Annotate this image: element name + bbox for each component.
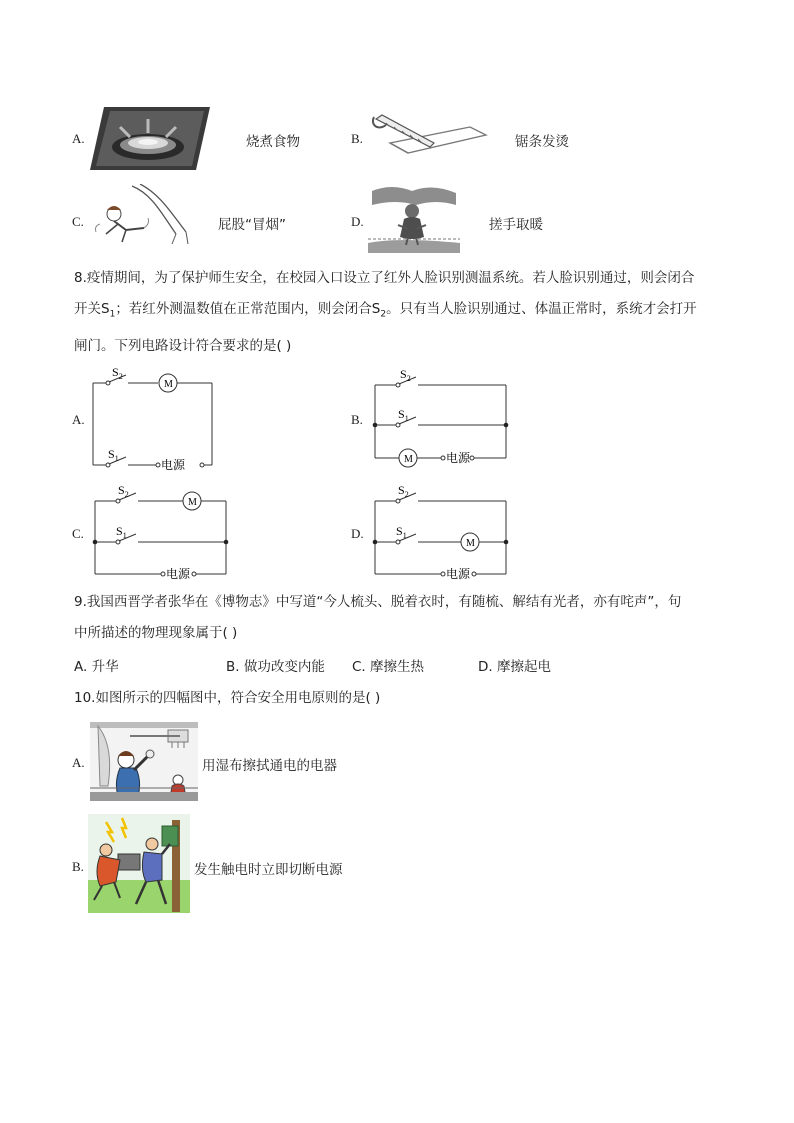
circuit-b-s2-label: $S_2$: [400, 367, 411, 383]
q7-option-b-letter: B.: [351, 131, 363, 146]
q8-stem-line-2: [74, 294, 724, 331]
q8-stem-line-1: 8.疫情期间，为了保护师生安全，在校园入口设立了红外人脸识别测温系统。若人脸识别通过，则会闭合: [74, 270, 695, 286]
circuit-c-s2-label: $S_2$: [118, 483, 129, 499]
circuit-a-power-label: 电源: [161, 458, 186, 472]
circuit-b-s1-label: $S_1$: [398, 407, 409, 423]
q9-stem: [74, 587, 724, 649]
q9-stem-line-1: 9.我国西晋学者张华在《博物志》中写道“今人梳头、脱着衣时，有随梳、解结有光者，亦有咤声”，句: [74, 594, 682, 610]
circuit-a-diagram: [88, 362, 220, 474]
q8-option-d-letter: D.: [351, 526, 364, 541]
gas-stove-flame-icon: [90, 107, 210, 170]
q7-option-c-text: 屁股“冒烟”: [218, 217, 286, 233]
circuit-c-s1-label: $S_1$: [116, 524, 127, 540]
circuit-c-diagram: [88, 481, 234, 583]
q7-option-c-letter: C.: [72, 214, 84, 229]
q9-option-c: C. 摩擦生热: [352, 659, 425, 675]
q7-option-a-letter: A.: [72, 131, 85, 146]
circuit-a-s1-label: $S_1$: [108, 447, 119, 463]
q7-option-a-text: 烧煮食物: [246, 134, 300, 150]
q7-option-d-text: 搓手取暖: [489, 217, 543, 233]
q10-option-a-letter: A.: [72, 755, 85, 770]
q8-option-b-letter: B.: [351, 412, 363, 427]
q7-option-d-letter: D.: [351, 214, 364, 229]
circuit-c-power-label: 电源: [166, 567, 191, 581]
circuit-a-s2-label: $S_2$: [112, 365, 123, 381]
q7-option-b-text: 锯条发烫: [515, 134, 569, 150]
wiping-electric-lamp-icon: [90, 722, 198, 801]
circuit-b-power-label: 电源: [446, 451, 471, 465]
circuit-d-power-label: 电源: [446, 567, 471, 581]
circuit-d-s1-label: $S_1$: [396, 524, 407, 540]
q8-stem-line-2-a: 开关S: [74, 301, 110, 317]
q8-option-c-letter: C.: [72, 526, 84, 541]
electric-shock-rescue-icon: [88, 814, 190, 913]
q9-stem-line-2: 中所描述的物理现象属于( ): [74, 625, 238, 641]
circuit-a-motor-label: M: [164, 379, 173, 390]
q8-sub-1: 1: [109, 309, 116, 320]
q8-stem-line-3: 闸门。下列电路设计符合要求的是( ): [74, 337, 292, 354]
q10-option-b-letter: B.: [72, 859, 84, 874]
circuit-b-motor-label: M: [404, 454, 413, 465]
saw-on-wood-icon: [370, 113, 490, 163]
q9-option-a: A. 升华: [74, 659, 119, 675]
q10-option-a-text: 用湿布擦拭通电的电器: [202, 758, 337, 774]
circuit-b-diagram: [368, 366, 514, 468]
q9-option-b: B. 做功改变内能: [226, 659, 325, 675]
q8-stem-line-2-c: 。只有当人脸识别通过、体温正常时，系统才会打开: [386, 301, 697, 317]
q8-option-a-letter: A.: [72, 412, 85, 427]
q8-stem-line-2-b: ；若红外测温数值在正常范围内，则会闭合S: [115, 301, 381, 317]
circuit-d-motor-label: M: [466, 538, 475, 549]
child-on-slide-icon: [92, 184, 190, 246]
q8-sub-2: 2: [380, 309, 387, 320]
q10-option-b-text: 发生触电时立即切断电源: [194, 862, 343, 878]
circuit-d-s2-label: $S_2$: [398, 483, 409, 499]
q10-stem: 10.如图所示的四幅图中，符合安全用电原则的是( ): [74, 690, 381, 706]
q8-stem: [74, 263, 724, 362]
q9-option-d: D. 摩擦起电: [478, 659, 551, 675]
person-rubbing-hands-icon: [368, 185, 460, 253]
circuit-d-diagram: [368, 481, 514, 583]
circuit-c-motor-label: M: [188, 497, 197, 508]
